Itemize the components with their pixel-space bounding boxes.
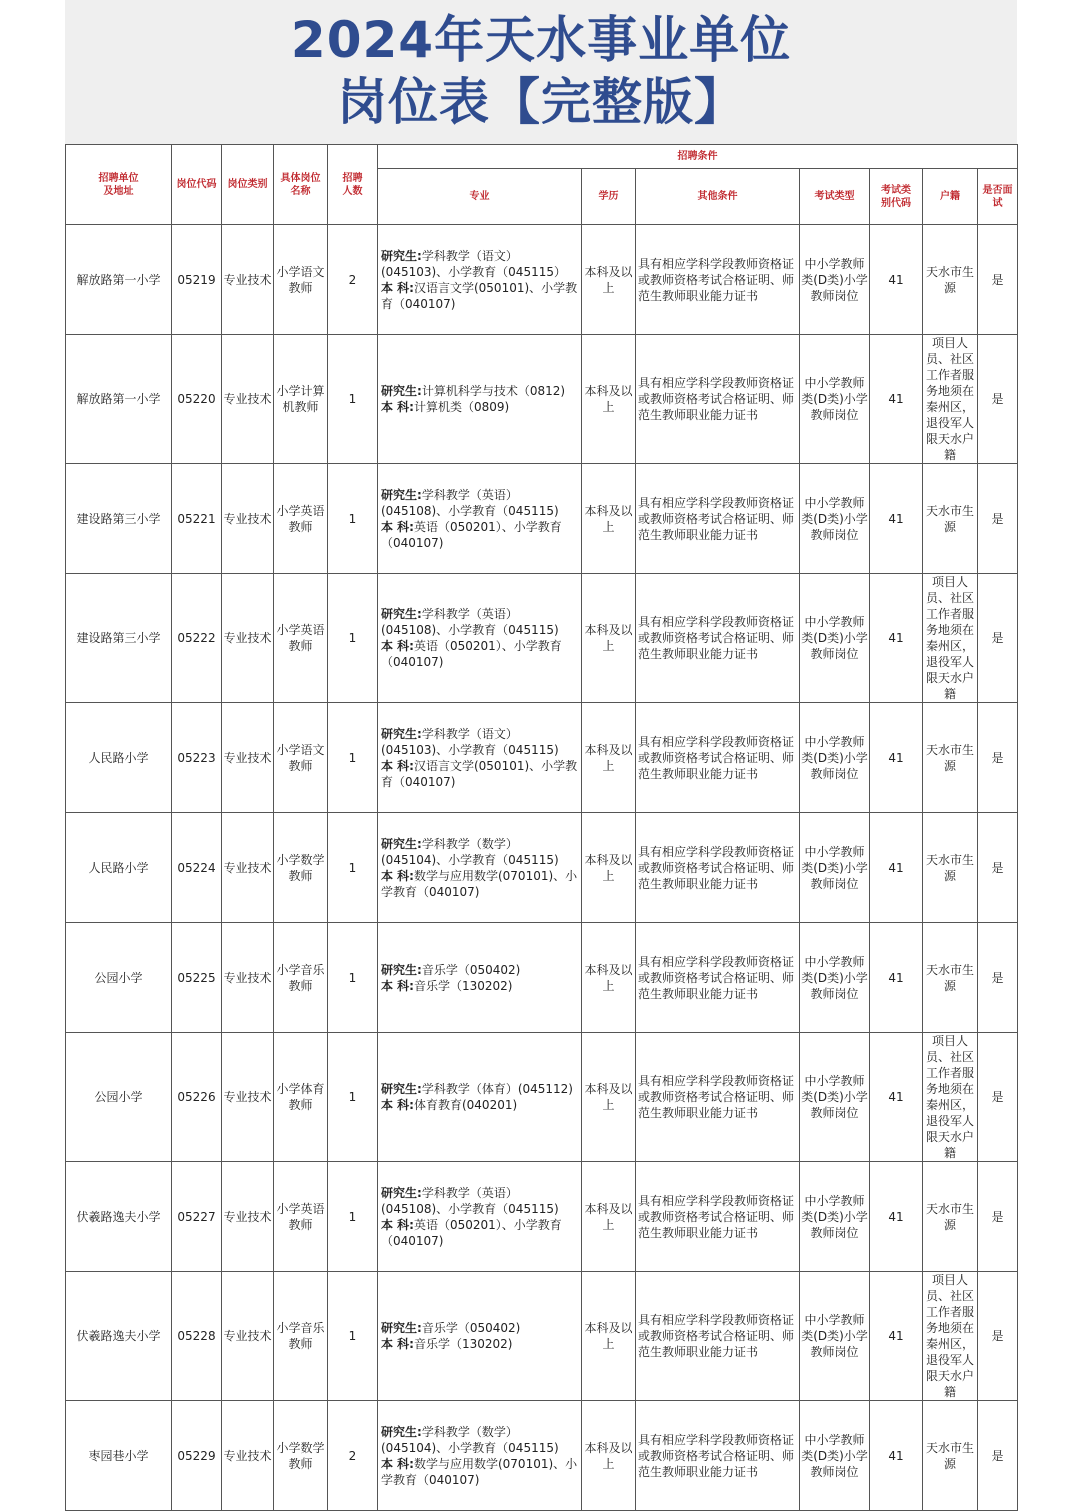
cell-unit: 人民路小学 — [66, 703, 172, 813]
table-row — [66, 1272, 1018, 1401]
cell-interview: 是 — [978, 335, 1018, 464]
grad-majors: 计算机科学与技术（0812) — [421, 384, 566, 398]
grad-majors: 学科教学（语文）(045103)、小学教育（045115） — [381, 248, 566, 279]
grad-majors: 学科教学（英语）(045108)、小学教育（045115) — [381, 487, 559, 518]
cell-major — [378, 703, 582, 813]
cell-count: 2 — [328, 225, 378, 335]
header-code: 岗位代码 — [172, 145, 222, 225]
cell-code: 05223 — [172, 703, 222, 813]
cell-interview: 是 — [978, 1272, 1018, 1401]
label-grad: 研究生: — [381, 836, 422, 851]
cell-exam-type: 中小学教师类(D类)小学教师岗位 — [800, 574, 870, 703]
cell-interview: 是 — [978, 1033, 1018, 1162]
cell-exam-code: 41 — [870, 1033, 923, 1162]
cell-exam-type: 中小学教师类(D类)小学教师岗位 — [800, 1033, 870, 1162]
cell-other: 具有相应学科学段教师资格证或教师资格考试合格证明、师范生教师职业能力证书 — [636, 335, 800, 464]
cell-exam-type: 中小学教师类(D类)小学教师岗位 — [800, 1272, 870, 1401]
grad-majors: 学科教学（数学）(045104)、小学教育（045115) — [381, 1424, 559, 1455]
cell-unit: 伏羲路逸夫小学 — [66, 1162, 172, 1272]
cell-interview: 是 — [978, 574, 1018, 703]
table-row — [66, 1162, 1018, 1272]
cell-education: 本科及以上 — [582, 1033, 636, 1162]
cell-position: 小学计算机教师 — [274, 335, 328, 464]
cell-major — [378, 464, 582, 574]
undergrad-majors: 汉语言文学(050101)、小学教育（040107) — [381, 280, 578, 311]
table-row — [66, 813, 1018, 923]
cell-code: 05225 — [172, 923, 222, 1033]
cell-interview: 是 — [978, 1162, 1018, 1272]
cell-other: 具有相应学科学段教师资格证或教师资格考试合格证明、师范生教师职业能力证书 — [636, 1401, 800, 1511]
cell-major — [378, 1033, 582, 1162]
cell-interview: 是 — [978, 225, 1018, 335]
cell-code: 05229 — [172, 1401, 222, 1511]
header-exam-code: 考试类 别代码 — [870, 169, 923, 225]
cell-exam-code: 41 — [870, 923, 923, 1033]
cell-exam-code: 41 — [870, 225, 923, 335]
label-undergrad: 本 科: — [381, 400, 414, 414]
cell-other: 具有相应学科学段教师资格证或教师资格考试合格证明、师范生教师职业能力证书 — [636, 703, 800, 813]
cell-major — [378, 923, 582, 1033]
cell-category: 专业技术 — [222, 923, 274, 1033]
cell-count: 1 — [328, 1033, 378, 1162]
label-undergrad: 本 科: — [381, 758, 414, 773]
label-grad: 研究生: — [381, 1424, 422, 1439]
cell-education: 本科及以上 — [582, 703, 636, 813]
cell-count: 2 — [328, 1401, 378, 1511]
grad-majors: 音乐学（050402) — [421, 1321, 521, 1335]
cell-major — [378, 225, 582, 335]
label-grad: 研究生: — [381, 962, 422, 977]
cell-exam-type: 中小学教师类(D类)小学教师岗位 — [800, 225, 870, 335]
label-undergrad: 本 科: — [381, 1217, 414, 1232]
cell-code: 05227 — [172, 1162, 222, 1272]
cell-category: 专业技术 — [222, 225, 274, 335]
grad-majors: 音乐学（050402) — [421, 962, 521, 977]
label-grad: 研究生: — [381, 607, 422, 621]
cell-code: 05222 — [172, 574, 222, 703]
cell-hukou: 项目人员、社区工作者服务地须在秦州区，退役军人限天水户籍 — [923, 335, 978, 464]
cell-interview: 是 — [978, 813, 1018, 923]
table-row — [66, 464, 1018, 574]
table-row — [66, 574, 1018, 703]
cell-exam-code: 41 — [870, 1401, 923, 1511]
cell-major — [378, 335, 582, 464]
cell-major — [378, 813, 582, 923]
page-subtitle: 岗位表【完整版】 — [337, 73, 745, 131]
cell-education: 本科及以上 — [582, 923, 636, 1033]
cell-count: 1 — [328, 574, 378, 703]
cell-count: 1 — [328, 703, 378, 813]
undergrad-majors: 英语（050201）、小学教育（040107) — [381, 519, 562, 550]
cell-education: 本科及以上 — [582, 1162, 636, 1272]
undergrad-majors: 英语（050201）、小学教育（040107) — [381, 639, 562, 669]
label-grad: 研究生: — [381, 1321, 422, 1335]
label-undergrad: 本 科: — [381, 280, 414, 295]
header-conditions: 招聘条件 — [378, 145, 1018, 169]
cell-count: 1 — [328, 923, 378, 1033]
cell-hukou: 天水市生源 — [923, 225, 978, 335]
header-interview: 是否面 试 — [978, 169, 1018, 225]
grad-majors: 学科教学（数学）(045104)、小学教育（045115) — [381, 836, 559, 867]
cell-exam-code: 41 — [870, 703, 923, 813]
cell-interview: 是 — [978, 923, 1018, 1033]
cell-hukou: 天水市生源 — [923, 813, 978, 923]
undergrad-majors: 音乐学（130202) — [413, 978, 513, 993]
label-grad: 研究生: — [381, 248, 422, 263]
cell-count: 1 — [328, 1162, 378, 1272]
label-undergrad: 本 科: — [381, 519, 414, 534]
cell-code: 05228 — [172, 1272, 222, 1401]
cell-unit: 解放路第一小学 — [66, 335, 172, 464]
label-grad: 研究生: — [381, 1185, 422, 1200]
cell-education: 本科及以上 — [582, 335, 636, 464]
title-banner — [65, 0, 1017, 144]
cell-exam-code: 41 — [870, 574, 923, 703]
cell-category: 专业技术 — [222, 1033, 274, 1162]
cell-unit: 人民路小学 — [66, 813, 172, 923]
cell-count: 1 — [328, 813, 378, 923]
undergrad-majors: 体育教育(040201) — [413, 1098, 518, 1112]
cell-unit: 公园小学 — [66, 1033, 172, 1162]
cell-position: 小学语文教师 — [274, 703, 328, 813]
grad-majors: 学科教学（体育）(045112) — [421, 1082, 573, 1096]
cell-unit: 解放路第一小学 — [66, 225, 172, 335]
cell-major — [378, 574, 582, 703]
cell-education: 本科及以上 — [582, 225, 636, 335]
cell-hukou: 天水市生源 — [923, 464, 978, 574]
page-title: 2024年天水事业单位 — [290, 11, 792, 69]
cell-code: 05221 — [172, 464, 222, 574]
cell-hukou: 天水市生源 — [923, 1162, 978, 1272]
cell-exam-type: 中小学教师类(D类)小学教师岗位 — [800, 1401, 870, 1511]
cell-category: 专业技术 — [222, 1162, 274, 1272]
cell-position: 小学数学教师 — [274, 813, 328, 923]
undergrad-majors: 计算机类（0809) — [413, 400, 510, 414]
cell-position: 小学英语教师 — [274, 1162, 328, 1272]
label-grad: 研究生: — [381, 1082, 422, 1096]
cell-interview: 是 — [978, 464, 1018, 574]
cell-count: 1 — [328, 335, 378, 464]
label-undergrad: 本 科: — [381, 1456, 414, 1471]
cell-position: 小学体育教师 — [274, 1033, 328, 1162]
cell-unit: 伏羲路逸夫小学 — [66, 1272, 172, 1401]
cell-education: 本科及以上 — [582, 574, 636, 703]
cell-code: 05224 — [172, 813, 222, 923]
cell-exam-type: 中小学教师类(D类)小学教师岗位 — [800, 703, 870, 813]
cell-hukou: 项目人员、社区工作者服务地须在秦州区，退役军人限天水户籍 — [923, 1272, 978, 1401]
cell-education: 本科及以上 — [582, 464, 636, 574]
cell-hukou: 天水市生源 — [923, 703, 978, 813]
label-grad: 研究生: — [381, 487, 422, 502]
header-category: 岗位类别 — [222, 145, 274, 225]
grad-majors: 学科教学（英语）(045108)、小学教育（045115) — [381, 1185, 559, 1216]
cell-position: 小学音乐教师 — [274, 923, 328, 1033]
cell-code: 05226 — [172, 1033, 222, 1162]
cell-major — [378, 1272, 582, 1401]
cell-major — [378, 1401, 582, 1511]
header-education: 学历 — [582, 169, 636, 225]
cell-count: 1 — [328, 1272, 378, 1401]
label-undergrad: 本 科: — [381, 1337, 414, 1351]
cell-education: 本科及以上 — [582, 1401, 636, 1511]
cell-unit: 枣园巷小学 — [66, 1401, 172, 1511]
cell-position: 小学英语教师 — [274, 574, 328, 703]
table-row — [66, 1401, 1018, 1511]
cell-other: 具有相应学科学段教师资格证或教师资格考试合格证明、师范生教师职业能力证书 — [636, 464, 800, 574]
cell-exam-code: 41 — [870, 813, 923, 923]
cell-category: 专业技术 — [222, 703, 274, 813]
cell-position: 小学语文教师 — [274, 225, 328, 335]
label-grad: 研究生: — [381, 726, 422, 741]
document-page — [65, 0, 1017, 1487]
positions-table — [65, 144, 1018, 1511]
cell-code: 05220 — [172, 335, 222, 464]
grad-majors: 学科教学（语文）(045103)、小学教育（045115) — [381, 726, 559, 757]
undergrad-majors: 汉语言文学(050101)、小学教育（040107) — [381, 758, 578, 789]
cell-position: 小学数学教师 — [274, 1401, 328, 1511]
undergrad-majors: 数学与应用数学(070101)、小学教育（040107) — [381, 868, 578, 899]
label-undergrad: 本 科: — [381, 639, 414, 653]
label-undergrad: 本 科: — [381, 868, 414, 883]
cell-major — [378, 1162, 582, 1272]
table-row — [66, 335, 1018, 464]
cell-category: 专业技术 — [222, 1401, 274, 1511]
header-hukou: 户籍 — [923, 169, 978, 225]
cell-other: 具有相应学科学段教师资格证或教师资格考试合格证明、师范生教师职业能力证书 — [636, 923, 800, 1033]
cell-education: 本科及以上 — [582, 813, 636, 923]
cell-other: 具有相应学科学段教师资格证或教师资格考试合格证明、师范生教师职业能力证书 — [636, 574, 800, 703]
cell-code: 05219 — [172, 225, 222, 335]
cell-hukou: 项目人员、社区工作者服务地须在秦州区，退役军人限天水户籍 — [923, 1033, 978, 1162]
cell-category: 专业技术 — [222, 464, 274, 574]
cell-interview: 是 — [978, 703, 1018, 813]
cell-position: 小学音乐教师 — [274, 1272, 328, 1401]
cell-category: 专业技术 — [222, 1272, 274, 1401]
cell-other: 具有相应学科学段教师资格证或教师资格考试合格证明、师范生教师职业能力证书 — [636, 225, 800, 335]
cell-category: 专业技术 — [222, 335, 274, 464]
label-grad: 研究生: — [381, 384, 422, 398]
header-unit: 招聘单位 及地址 — [66, 145, 172, 225]
cell-category: 专业技术 — [222, 574, 274, 703]
cell-education: 本科及以上 — [582, 1272, 636, 1401]
cell-exam-type: 中小学教师类(D类)小学教师岗位 — [800, 923, 870, 1033]
table-row — [66, 703, 1018, 813]
cell-other: 具有相应学科学段教师资格证或教师资格考试合格证明、师范生教师职业能力证书 — [636, 1033, 800, 1162]
cell-exam-code: 41 — [870, 464, 923, 574]
cell-unit: 建设路第三小学 — [66, 464, 172, 574]
cell-exam-type: 中小学教师类(D类)小学教师岗位 — [800, 464, 870, 574]
cell-count: 1 — [328, 464, 378, 574]
undergrad-majors: 英语（050201）、小学教育（040107) — [381, 1217, 562, 1248]
cell-exam-code: 41 — [870, 335, 923, 464]
header-count: 招聘 人数 — [328, 145, 378, 225]
cell-other: 具有相应学科学段教师资格证或教师资格考试合格证明、师范生教师职业能力证书 — [636, 813, 800, 923]
cell-category: 专业技术 — [222, 813, 274, 923]
label-undergrad: 本 科: — [381, 978, 414, 993]
table-row — [66, 225, 1018, 335]
header-position: 具体岗位 名称 — [274, 145, 328, 225]
cell-position: 小学英语教师 — [274, 464, 328, 574]
cell-exam-code: 41 — [870, 1162, 923, 1272]
cell-interview: 是 — [978, 1401, 1018, 1511]
cell-unit: 公园小学 — [66, 923, 172, 1033]
cell-other: 具有相应学科学段教师资格证或教师资格考试合格证明、师范生教师职业能力证书 — [636, 1272, 800, 1401]
cell-hukou: 天水市生源 — [923, 1401, 978, 1511]
table-row — [66, 923, 1018, 1033]
header-other: 其他条件 — [636, 169, 800, 225]
cell-hukou: 项目人员、社区工作者服务地须在秦州区，退役军人限天水户籍 — [923, 574, 978, 703]
table-row — [66, 1033, 1018, 1162]
cell-other: 具有相应学科学段教师资格证或教师资格考试合格证明、师范生教师职业能力证书 — [636, 1162, 800, 1272]
cell-exam-type: 中小学教师类(D类)小学教师岗位 — [800, 813, 870, 923]
header-major: 专业 — [378, 169, 582, 225]
label-undergrad: 本 科: — [381, 1098, 414, 1112]
grad-majors: 学科教学（英语）(045108)、小学教育（045115) — [381, 607, 559, 637]
cell-hukou: 天水市生源 — [923, 923, 978, 1033]
undergrad-majors: 数学与应用数学(070101)、小学教育（040107) — [381, 1456, 578, 1487]
cell-exam-code: 41 — [870, 1272, 923, 1401]
header-exam-type: 考试类型 — [800, 169, 870, 225]
undergrad-majors: 音乐学（130202) — [413, 1337, 513, 1351]
cell-exam-type: 中小学教师类(D类)小学教师岗位 — [800, 1162, 870, 1272]
cell-unit: 建设路第三小学 — [66, 574, 172, 703]
cell-exam-type: 中小学教师类(D类)小学教师岗位 — [800, 335, 870, 464]
